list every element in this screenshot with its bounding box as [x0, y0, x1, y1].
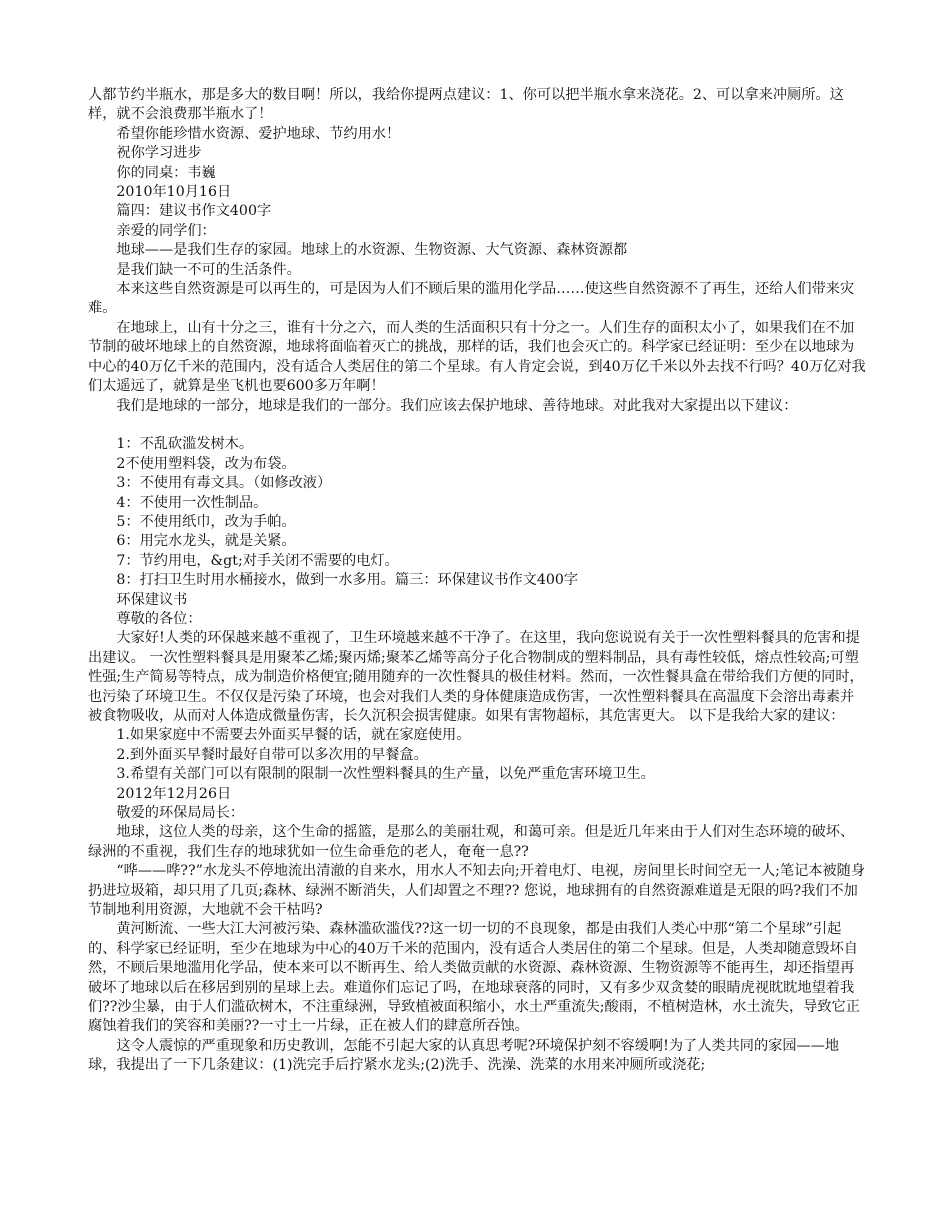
paragraph: 我们是地球的一部分，地球是我们的一部分。我们应该去保护地球、善待地球。对此我对大家提出以下建议： [116, 397, 798, 414]
paragraph: 篇四：建议书作文400字 [116, 203, 272, 220]
paragraph: 希望你能珍惜水资源、爱护地球、节约用水！ [116, 125, 401, 142]
paragraph: 是我们缺一不可的生活条件。 [116, 261, 301, 278]
paragraph: 7：节约用电，&gt;对手关闭不需要的电灯。 [116, 552, 399, 569]
blank-line [88, 416, 866, 435]
paragraph: 2012年12月26日 [116, 785, 232, 802]
paragraph: 2010年10月16日 [116, 184, 232, 201]
paragraph: 2.到外面买早餐时最好自带可以多次用的早餐盒。 [116, 746, 428, 763]
paragraph: 这令人震惊的严重现象和历史教训，怎能不引起大家的认真思考呢?环境保护刻不容缓啊!为了人类共同的家园——地球，我提出了一下几条建议：(1)洗完手后拧紧水龙头;(2)洗手、洗澡、洗菜的水用来冲厕所或浇花; [88, 1037, 840, 1074]
paragraph: 祝你学习进步 [116, 145, 202, 162]
paragraph: 2不使用塑料袋，改为布袋。 [116, 455, 296, 472]
paragraph: 6：用完水龙头，就是关紧。 [116, 533, 296, 550]
paragraph: 敬爱的环保局局长： [116, 805, 245, 822]
paragraph: 3：不使用有毒文具。（如修改液） [116, 475, 332, 492]
paragraph: 1：不乱砍滥发树木。 [116, 436, 254, 453]
paragraph: 尊敬的各位： [116, 610, 202, 627]
paragraph: 5：不使用纸巾，改为手帕。 [116, 513, 296, 530]
paragraph: 黄河断流、一些大江大河被污染、森林滥砍滥伐??这一切一切的不良现象，都是由我们人类心中那“第二个星球”引起的、科学家已经证明，至少在地球为中心的40万千米的范围内，没有适合人类居住的第二个星球。但是，人类却随意毁坏自然，不顾后果地滥用化学品，使本来可以不断再生、给人类做贡献的水资源、森林资源、生物资源等不能再生，却还指望再破坏了地球以后在移居到别的星球上去。难道你们忘记了吗，在地球衰落的同时，又有多少双贪婪的眼睛虎视眈眈地望着我们??沙尘暴，由于人们滥砍树木，不注重绿洲，导致植被面积缩小，水土严重流失;酸雨，不植树造林，水土流失，导致它正腐蚀着我们的笑容和美丽??一寸土一片绿，正在被人们的肆意所吞蚀。 [88, 921, 860, 1035]
document-body [88, 86, 866, 1076]
paragraph: 你的同桌：韦巍 [116, 164, 216, 181]
paragraph: 8：打扫卫生时用水桶接水，做到一水多用。篇三：环保建议书作文400字 [116, 572, 579, 589]
paragraph: 人都节约半瓶水，那是多大的数目啊！所以，我给你提两点建议：1、你可以把半瓶水拿来浇花。2、可以拿来冲厕所。这样，就不会浪费那半瓶水了！ [88, 87, 844, 123]
paragraph: 地球，这位人类的母亲，这个生命的摇篮，是那么的美丽壮观，和蔼可亲。但是近几年来由于人们对生态环境的破坏、绿洲的不重视，我们生存的地球犹如一位生命垂危的老人，奄奄一息?? [88, 824, 855, 860]
paragraph: 1.如果家庭中不需要去外面买早餐的话，就在家庭使用。 [116, 727, 471, 744]
paragraph: 环保建议书 [116, 591, 188, 608]
paragraph: 大家好!人类的环保越来越不重视了，卫生环境越来越不干净了。在这里，我向您说说有关于一次性塑料餐具的危害和提出建议。 一次性塑料餐具是用聚苯乙烯;聚丙烯;聚苯乙烯等高分子化合物制成的塑料制品，具有毒性较低，熔点性较高;可塑性强;生产简易等特点，成为制造价格便宜;随用随弃的一次性餐具的极佳材料。然而，一次性餐具盒在带给我们方便的同时，也污染了环境卫生。不仅仅是污染了环境，也会对我们人类的身体健康造成伤害，一次性塑料餐具在高温度下会溶出毒素并被食物吸收，从而对人体造成微量伤害，长久沉积会损害健康。如果有害物超标，其危害更大。 以下是我给大家的建议： [88, 630, 864, 724]
paragraph: 在地球上，山有十分之三，谁有十分之六，而人类的生活面积只有十分之一。人们生存的面积太小了，如果我们在不加节制的破坏地球上的自然资源，地球将面临着灭亡的挑战，那样的话，我们也会灭亡的。科学家已经证明：至少在以地球为中心的40万亿千米的范围内，没有适合人类居住的第二个星球。有人肯定会说，到40万亿千米以外去找不行吗？40万亿对我们太遥远了，就算是坐飞机也要600多万年啊！ [88, 319, 866, 395]
paragraph: 4：不使用一次性制品。 [116, 494, 268, 511]
paragraph: 本来这些自然资源是可以再生的，可是因为人们不顾后果的滥用化学品……使这些自然资源不了再生，还给人们带来灾难。 [88, 281, 855, 317]
paragraph: 亲爱的同学们： [116, 222, 216, 239]
paragraph: “哗——哗??”水龙头不停地流出清澈的自来水，用水人不知去向;开着电灯、电视，房间里长时间空无一人;笔记本被随身扔进垃圾箱，却只用了几页;森林、绿洲不断消失，人们却置之不理?? 您说，地球拥有的自然资源难道是无限的吗?我们不加节制地利用资源，大地就不会干枯吗? [88, 863, 866, 919]
paragraph: 地球——是我们生存的家园。地球上的水资源、生物资源、大气资源、森林资源都 [116, 242, 628, 259]
paragraph: 3.希望有关部门可以有限制的限制一次性塑料餐具的生产量，以免严重危害环境卫生。 [116, 766, 655, 783]
